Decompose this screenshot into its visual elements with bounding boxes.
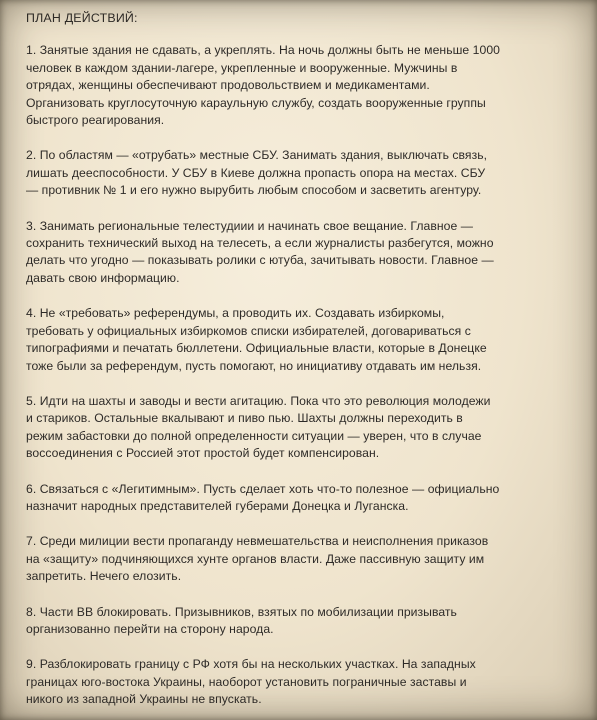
text-line: тоже были за референдум, пусть помогают, но инициативу отдавать им нельзя. [26,358,482,373]
text-line: режим забастовки до полной определенности ситуации — уверен, что в случае [26,428,482,443]
text-line: отрядах, женщины обеспечивают продовольствием и медикаментами. [26,78,430,93]
text-line: организованно перейти на сторону народа. [26,621,274,636]
text-line: воссоединения с Россией этот простой будет компенсирован. [26,446,380,461]
plan-item-6 [26,481,581,516]
text-line: 9. Разблокировать границу с РФ хотя бы на нескольких участках. На западных [26,657,476,672]
plan-item-2 [26,147,581,199]
text-line: на «защиту» подчиняющихся хунте органов власти. Даже пассивную защиту им [26,551,485,566]
text-line: делать что угодно — показывать ролики с ютуба, зачитывать новости. Главное — [26,253,494,268]
text-line: человек в каждом здании-лагере, укрепленные и вооруженные. Мужчины в [26,60,458,75]
text-line: запретить. Нечего елозить. [26,569,182,584]
text-line: лишать дееспособности. У СБУ в Киеве должна пропасть опора на местах. СБУ [26,165,486,180]
text-line: и стариков. Остальные вкалывают и пиво пью. Шахты должны переходить в [26,411,463,426]
text-line: требовать у официальных избиркомов списки избирателей, договариваться с [26,323,471,338]
text-line: типографиями и печатать бюллетени. Официальные власти, которые в Донецке [26,341,487,356]
plan-item-4 [26,305,581,375]
plan-item-5 [26,393,581,463]
text-line: быстрого реагирования. [26,113,165,128]
text-line: никого из западной Украины не впускать. [26,692,262,707]
text-line: 2. По областям — «отрубать» местные СБУ. Занимать здания, выключать связь, [26,148,488,163]
plan-item-9 [26,656,581,708]
plan-item-3 [26,218,581,288]
document-title: ПЛАН ДЕЙСТВИЙ: [26,11,138,25]
text-line: границах юго-востока Украины, наоборот установить пограничные заставы и [26,674,467,689]
plan-item-1 [26,42,581,129]
text-line: 6. Связаться с «Легитимным». Пусть сделает хоть что-то полезное — официально [26,481,500,496]
text-line: 1. Занятые здания не сдавать, а укреплять. На ночь должны быть не меньше 1000 [26,43,500,58]
text-line: 7. Среди милиции вести пропаганду невмешательства и неисполнения приказов [26,534,489,549]
text-line: Организовать круглосуточную караульную службу, создать вооруженные группы [26,95,486,110]
text-line: 4. Не «требовать» референдумы, а проводить их. Создавать избиркомы, [26,306,445,321]
text-line: — противник № 1 и его нужно вырубить любым способом и засветить агентуру. [26,183,482,198]
text-line: 8. Части ВВ блокировать. Призывников, взятых по мобилизации призывать [26,604,457,619]
text-line: сохранить технический выход на телесеть, а если журналисты разбегутся, можно [26,236,494,251]
text-line: назначит народных представителей губерами Донецка и Луганска. [26,498,409,513]
plan-items-list [26,42,581,708]
plan-item-8 [26,604,581,639]
text-line: 3. Занимать региональные телестудиии и начинать свое вещание. Главное — [26,218,473,233]
text-line: 5. Идти на шахты и заводы и вести агитацию. Пока что это революция молодежи [26,393,491,408]
plan-item-7 [26,533,581,585]
text-line: давать свою информацию. [26,270,180,285]
